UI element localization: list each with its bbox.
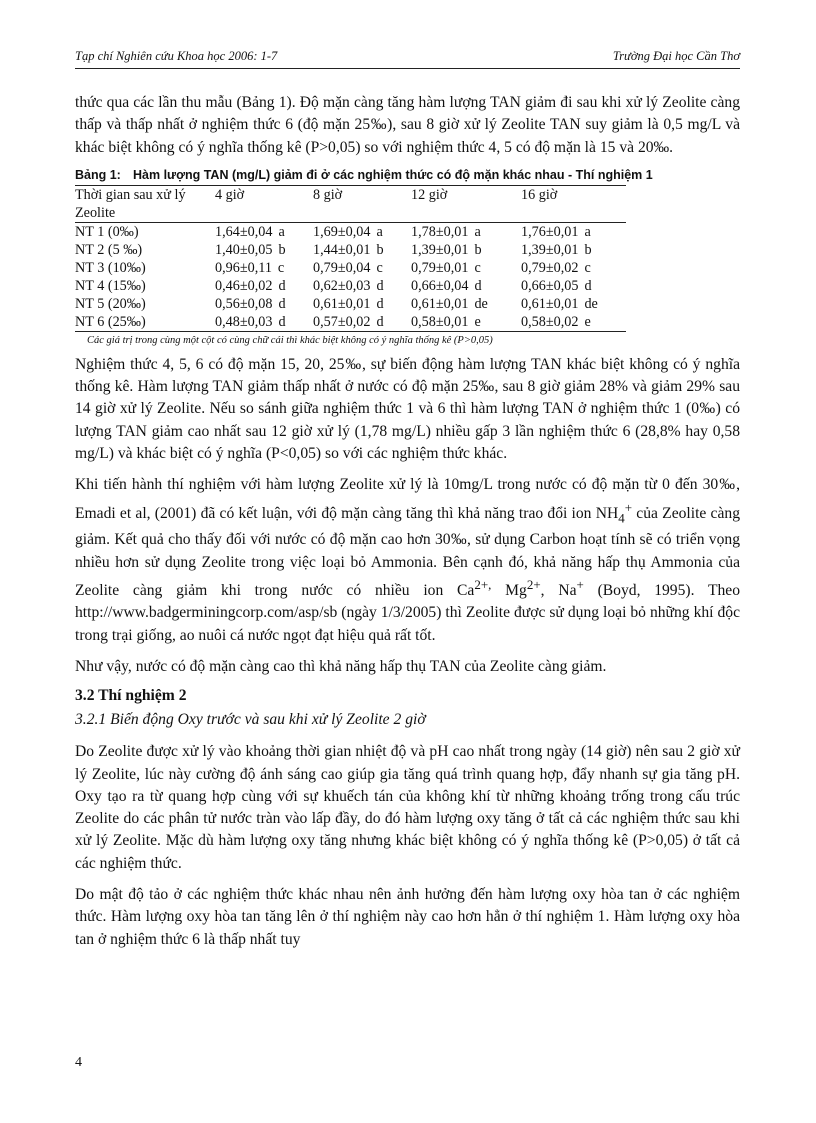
table-cell (215, 313, 313, 332)
table-cell (313, 241, 411, 259)
cell-group-letter: d (474, 277, 482, 294)
table-cell (313, 295, 411, 313)
paragraph-2: Nghiệm thức 4, 5, 6 có độ mặn 15, 20, 25‰, sự biến động hàm lượng TAN khác biệt không có ý nghĩa thống kê. Hàm lượng TAN giảm thấp nhất ở nước có độ mặn 25‰, sau 8 giờ giảm 28% và giảm 29% sau 14 giờ xử lý Zeolite. Nếu so sánh giữa nghiệm thức 1 và 6 thì hàm lượng TAN ở nghiệm thức 1 (0‰) có lượng TAN giảm cao nhất sau 12 giờ xử lý (1,78 mg/L) nhiều gấp 3 lần nghiệm thức 6 (28,8% hay 0,58 mg/L) và khác biệt có ý nghĩa (P<0,05) so với các nghiệm thức khác. (75, 355, 740, 463)
table-cell (521, 277, 626, 295)
cell-value: 0,46±0,02 (215, 277, 273, 294)
header-cell: 8 giờ (313, 186, 343, 203)
table-caption-label: Bảng 1: (75, 167, 121, 182)
paragraph-5: Do Zeolite được xử lý vào khoảng thời gian nhiệt độ và pH cao nhất trong ngày (14 giờ) nên sau 2 giờ xử lý Zeolite, lúc này cường độ ánh sáng cao giúp gia tăng quá trình quang hợp, đẩy nhanh sự gia tăng pH. Oxy tạo ra từ quang hợp cùng với sự khuếch tán của không khí từ những khoảng trống trong cấu trúc Zeolite do các phân tử nước tràn vào lấp đầy, do đó hàm lượng oxy tăng ở tất cả các nghiệm thức sau khi xử lý Zeolite. Mặc dù hàm lượng oxy tăng nhưng khác biệt không có ý nghĩa thống kê (P>0,05) ở tất cả các nghiệm thức. (75, 743, 740, 872)
table-cell (313, 277, 411, 295)
table-row (75, 222, 626, 241)
row-label: NT 6 (25‰) (75, 313, 146, 330)
cell-value: 0,96±0,11 (215, 259, 272, 276)
subsection-heading: 3.2.1 Biến động Oxy trước và sau khi xử lý Zeolite 2 giờ (75, 711, 426, 729)
paragraph-1: thức qua các lần thu mẫu (Bảng 1). Độ mặn càng tăng hàm lượng TAN giảm đi sau khi xử lý Zeolite càng thấp và thấp nhất ở nghiệm thức 6 (độ mặn 25‰), sau 8 giờ xử lý Zeolite TAN suy giảm là 0,5 mg/L và khác biệt không có ý nghĩa thống kê (P>0,05) so với nghiệm thức 4, 5 có độ mặn là 15 và 20‰. (75, 94, 740, 156)
table-cell (411, 277, 521, 295)
cell-group-letter: b (474, 241, 482, 258)
cell-group-letter: b (376, 241, 384, 258)
cell-group-letter: a (376, 223, 383, 240)
paragraph-3-text: Mg (491, 582, 527, 600)
cell-value: 0,48±0,03 (215, 313, 273, 330)
cell-value: 1,40±0,05 (215, 241, 273, 258)
cell-value: 0,66±0,04 (411, 277, 469, 294)
paragraph-3-text: Khi tiến hành thí nghiệm với hàm lượng Zeolite xử lý là 10mg/L trong nước có độ mặn từ 0 đến 30‰, Emadi et al, (2001) đã có kết luận, với độ mặn càng tăng thì khả năng trao đổi ion NH (75, 476, 740, 522)
paragraph-6: Do mật độ tảo ở các nghiệm thức khác nhau nên ảnh hưởng đến hàm lượng oxy hòa tan ở các nghiệm thức. Hàm lượng oxy hòa tan tăng lên ở thí nghiệm này cao hơn hẳn ở thí nghiệm 1. Hàm lượng oxy hòa tan ở nghiệm thức 6 là thấp nhất tuy (75, 886, 740, 948)
cell-group-letter: e (584, 313, 591, 330)
cell-group-letter: e (474, 313, 481, 330)
row-label: NT 2 (5 ‰) (75, 241, 143, 258)
tan-table (75, 185, 626, 332)
cell-value: 1,69±0,04 (313, 223, 371, 240)
table-cell (215, 222, 313, 241)
row-label: NT 4 (15‰) (75, 277, 146, 294)
cell-group-letter: d (278, 313, 286, 330)
cell-value: 0,62±0,03 (313, 277, 371, 294)
superscript: 2+, (474, 576, 492, 592)
journal-name: Tạp chí Nghiên cứu Khoa học 2006: 1-7 (75, 49, 278, 63)
table-caption (75, 168, 740, 183)
superscript: 2+ (526, 576, 541, 592)
table-cell (411, 259, 521, 277)
paragraph-3 (75, 474, 740, 647)
cell-group-letter: c (376, 259, 383, 276)
table-header-row (75, 185, 626, 222)
cell-group-letter: d (376, 295, 384, 312)
cell-value: 1,39±0,01 (521, 241, 579, 258)
table-body (75, 222, 626, 331)
subscript: 4 (618, 509, 625, 525)
table-cell (521, 259, 626, 277)
cell-value: 0,58±0,01 (411, 313, 469, 330)
table-caption-text: Hàm lượng TAN (mg/L) giảm đi ở các nghiệm thức có độ mặn khác nhau - Thí nghiệm 1 (133, 167, 653, 182)
table-note: Các giá trị trong cùng một cột có cùng chữ cái thì khác biệt không có ý nghĩa thống kê (P>0,05) (87, 334, 493, 346)
cell-group-letter: de (474, 295, 488, 312)
cell-value: 0,79±0,02 (521, 259, 579, 276)
cell-group-letter: a (584, 223, 591, 240)
cell-group-letter: de (584, 295, 598, 312)
header-cell: Thời gian sau xử lý Zeolite (75, 186, 186, 221)
cell-group-letter: d (278, 277, 286, 294)
row-label: NT 3 (10‰) (75, 259, 146, 276)
page-number: 4 (75, 1055, 82, 1070)
header-divider (75, 68, 740, 69)
cell-value: 0,66±0,05 (521, 277, 579, 294)
header-cell: 12 giờ (411, 186, 448, 203)
cell-value: 0,56±0,08 (215, 295, 273, 312)
cell-group-letter: c (277, 259, 285, 276)
table-cell (521, 222, 626, 241)
cell-group-letter: d (376, 277, 384, 294)
cell-value: 0,61±0,01 (411, 295, 469, 312)
table-row (75, 313, 626, 332)
table-cell (411, 295, 521, 313)
table-cell (521, 313, 626, 332)
page-content (75, 92, 740, 960)
table-cell (411, 222, 521, 241)
cell-value: 1,78±0,01 (411, 223, 469, 240)
paragraph-3-text: , Na (540, 582, 577, 600)
header-cell: 4 giờ (215, 186, 245, 203)
section-heading: 3.2 Thí nghiệm 2 (75, 687, 187, 705)
table-cell (313, 313, 411, 332)
cell-group-letter: c (584, 259, 591, 276)
table-cell (521, 241, 626, 259)
cell-group-letter: d (278, 295, 286, 312)
table-row (75, 241, 626, 259)
table-cell (521, 295, 626, 313)
cell-value: 0,79±0,01 (411, 259, 469, 276)
cell-group-letter: a (278, 223, 285, 240)
cell-group-letter: b (584, 241, 592, 258)
cell-value: 0,61±0,01 (313, 295, 371, 312)
cell-value: 0,61±0,01 (521, 295, 579, 312)
running-header (75, 49, 740, 64)
superscript: + (624, 499, 633, 515)
paragraph-4: Như vậy, nước có độ mặn càng cao thì khả năng hấp thụ TAN của Zeolite càng giảm. (75, 657, 607, 675)
header-cell: 16 giờ (521, 186, 558, 203)
cell-group-letter: a (474, 223, 481, 240)
cell-group-letter: b (278, 241, 286, 258)
table-cell (313, 259, 411, 277)
cell-value: 0,79±0,04 (313, 259, 371, 276)
table-cell (215, 241, 313, 259)
cell-value: 1,39±0,01 (411, 241, 469, 258)
row-label: NT 5 (20‰) (75, 295, 146, 312)
table-cell (313, 222, 411, 241)
row-label: NT 1 (0‰) (75, 223, 139, 240)
cell-value: 0,57±0,02 (313, 313, 371, 330)
cell-value: 1,64±0,04 (215, 223, 273, 240)
table-cell (411, 241, 521, 259)
cell-value: 1,44±0,01 (313, 241, 371, 258)
paragraph-3-text: của Zeolite càng giảm. Kết quả cho thấy đối với nước có độ mặn cao hơn 30‰, sử dụng Carbon hoạt tính sẽ có triển vọng nhiều hơn sử dụng Zeolite trong việc loại bỏ Ammonia. Bên cạnh đó, khả năng hấp thụ Ammonia của Zeolite càng giảm khi trong nước có nhiều ion Ca (75, 504, 740, 600)
table-row (75, 259, 626, 277)
cell-group-letter: d (376, 313, 384, 330)
table-cell (411, 313, 521, 332)
table-cell (215, 259, 313, 277)
table-row (75, 295, 626, 313)
table-row (75, 277, 626, 295)
cell-group-letter: d (584, 277, 592, 294)
cell-value: 1,76±0,01 (521, 223, 579, 240)
university-name: Trường Đại học Cần Thơ (612, 49, 740, 63)
cell-group-letter: c (474, 259, 481, 276)
table-cell (215, 277, 313, 295)
superscript: + (576, 576, 584, 592)
table-cell (215, 295, 313, 313)
paragraph-3-text: (Boyd, 1995). Theo http://www.badgerminingcorp.com/asp/sb (ngày 1/3/2005) thì Zeolite được sử dụng loại bỏ những khí độc trong trại giống, ao nuôi cá nước ngọt đạt hiệu quả rất tốt. (75, 582, 740, 644)
cell-value: 0,58±0,02 (521, 313, 579, 330)
